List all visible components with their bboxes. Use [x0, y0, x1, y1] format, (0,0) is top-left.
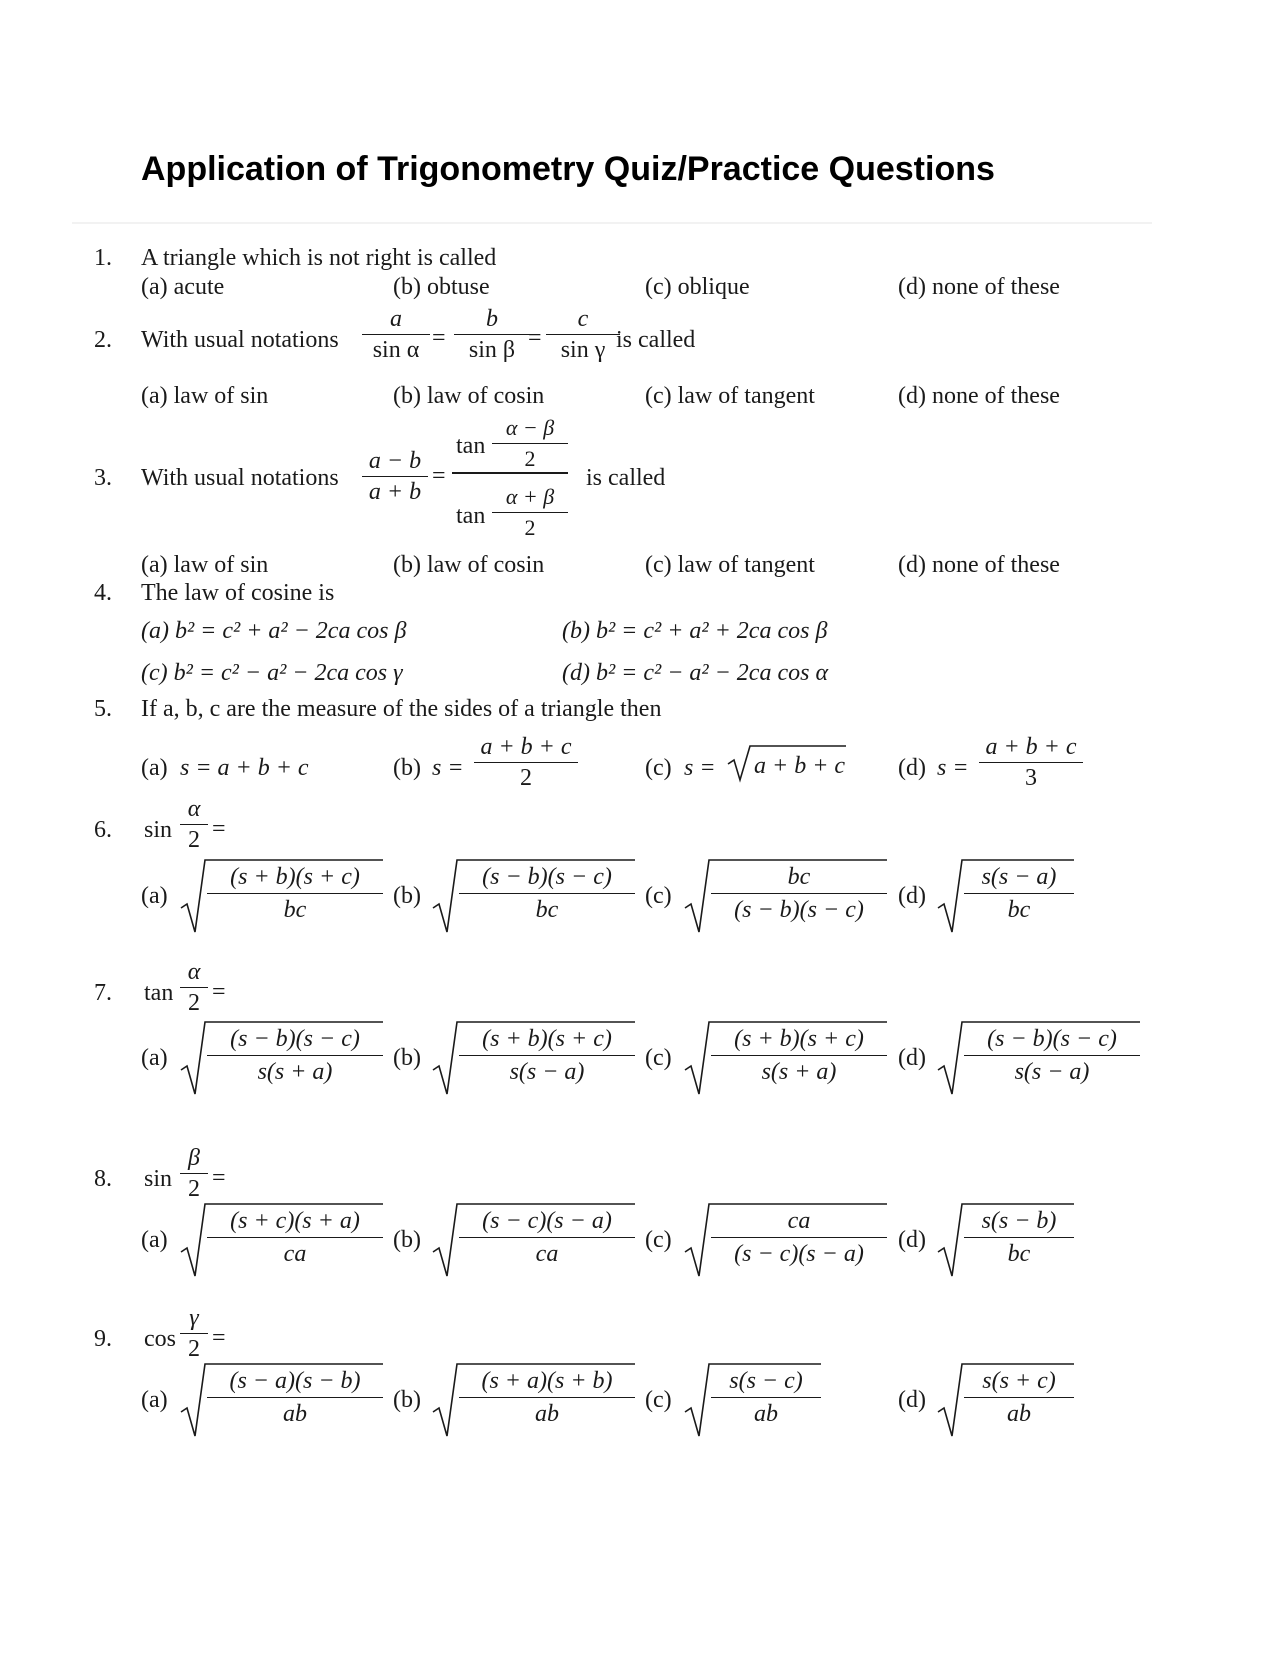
- q2-option-c: (c) law of tangent: [645, 383, 815, 409]
- question-7-number: 7.: [94, 980, 112, 1006]
- q8-option-c-label: (c): [645, 1227, 672, 1253]
- question-1-number: 1.: [94, 245, 112, 271]
- q5-option-d-lhs: s =: [937, 755, 969, 781]
- q7-option-a-label: (a): [141, 1045, 168, 1071]
- q5-option-b-label: (b): [393, 755, 421, 781]
- q2-option-d: (d) none of these: [898, 383, 1060, 409]
- equals-sign: =: [212, 1325, 226, 1351]
- question-5-number: 5.: [94, 696, 112, 722]
- q9-option-b-radical: (s + a)(s + b) ab: [431, 1360, 635, 1438]
- q8-option-c-radical: ca (s − c)(s − a): [683, 1200, 887, 1278]
- q9-option-a-radical: (s − a)(s − b) ab: [179, 1360, 383, 1438]
- q9-option-c-label: (c): [645, 1387, 672, 1413]
- equals-sign: =: [432, 463, 446, 489]
- q7-option-a-radical: (s − b)(s − c) s(s + a): [179, 1018, 383, 1096]
- question-7-half-angle: $\frac{\alpha}{2}$: [180, 959, 208, 1016]
- question-3-number: 3.: [94, 465, 112, 491]
- q6-option-d-label: (d): [898, 883, 926, 909]
- title-divider: [72, 222, 1152, 224]
- question-3-stem: With usual notations: [141, 465, 339, 491]
- q1-option-c: (c) oblique: [645, 274, 750, 300]
- q5-option-d-label: (d): [898, 755, 926, 781]
- q3-option-d: (d) none of these: [898, 552, 1060, 578]
- question-4-number: 4.: [94, 580, 112, 606]
- q6-option-d-radical: s(s − a) bc: [936, 856, 1074, 934]
- q6-option-a-radical: (s + b)(s + c) bc: [179, 856, 383, 934]
- q6-option-c-radical: bc (s − b)(s − c): [683, 856, 887, 934]
- q5-option-d-fraction: $\frac{a + b + c}{3}$: [979, 734, 1083, 791]
- question-6-half-angle: $\frac{\alpha}{2}$: [180, 796, 208, 853]
- q3-left-fraction: $\frac{a - b}{a + b}$: [362, 448, 428, 505]
- q1-option-b: (b) obtuse: [393, 274, 490, 300]
- q6-option-a-label: (a): [141, 883, 168, 909]
- question-8-number: 8.: [94, 1166, 112, 1192]
- page-title: Application of Trigonometry Quiz/Practice Questions: [141, 150, 995, 188]
- q2-option-a: (a) law of sin: [141, 383, 269, 409]
- question-8-half-angle: $\frac{\beta}{2}$: [180, 1145, 208, 1202]
- q8-option-a-radical: (s + c)(s + a) ca: [179, 1200, 383, 1278]
- question-8-function: sin: [144, 1166, 173, 1192]
- q2-fraction-a: $\frac{a}{\text{sin α}}$: [362, 306, 430, 363]
- q1-option-a: (a) acute: [141, 274, 225, 300]
- q3-bottom-half-angle: $\frac{\alpha + \beta}{2}$: [492, 484, 568, 541]
- q6-option-b-label: (b): [393, 883, 421, 909]
- q1-option-d: (d) none of these: [898, 274, 1060, 300]
- question-9-function: cos: [144, 1326, 176, 1352]
- q3-top-half-angle: $\frac{\alpha - \beta}{2}$: [492, 415, 568, 472]
- q5-option-b-fraction: $\frac{a + b + c}{2}$: [474, 734, 578, 791]
- q3-option-b: (b) law of cosin: [393, 552, 545, 578]
- question-7-function: tan: [144, 980, 174, 1006]
- q3-tan-bottom: tan: [456, 503, 486, 529]
- q9-option-c-radical: s(s − c) ab: [683, 1360, 821, 1438]
- question-2-stem: With usual notations: [141, 327, 339, 353]
- question-6-number: 6.: [94, 817, 112, 843]
- q8-option-a-label: (a): [141, 1227, 168, 1253]
- q5-option-a-expr: s = a + b + c: [180, 755, 309, 781]
- equals-sign: =: [212, 816, 226, 842]
- q9-option-b-label: (b): [393, 1387, 421, 1413]
- q7-option-d-radical: (s − b)(s − c) s(s − a): [936, 1018, 1140, 1096]
- q5-option-a-label: (a): [141, 755, 168, 781]
- question-2-number: 2.: [94, 327, 112, 353]
- q9-option-d-label: (d): [898, 1387, 926, 1413]
- q8-option-d-radical: s(s − b) bc: [936, 1200, 1074, 1278]
- q4-option-a: (a) b² = c² + a² − 2ca cos β: [141, 618, 407, 644]
- q3-main-fraction-bar: [452, 472, 568, 474]
- q5-option-c-radical: a + b + c: [726, 742, 846, 782]
- q8-option-d-label: (d): [898, 1227, 926, 1253]
- q3-option-c: (c) law of tangent: [645, 552, 815, 578]
- question-5-stem: If a, b, c are the measure of the sides of a triangle then: [141, 696, 662, 722]
- q7-option-c-label: (c): [645, 1045, 672, 1071]
- q4-option-c: (c) b² = c² − a² − 2ca cos γ: [141, 660, 403, 686]
- q7-option-b-label: (b): [393, 1045, 421, 1071]
- q7-option-b-radical: (s + b)(s + c) s(s − a): [431, 1018, 635, 1096]
- q8-option-b-label: (b): [393, 1227, 421, 1253]
- q5-option-b-lhs: s =: [432, 755, 464, 781]
- equals-sign: =: [528, 325, 542, 351]
- q2-fraction-b: $\frac{b}{\text{sin β}}$: [454, 306, 530, 363]
- q9-option-d-radical: s(s + c) ab: [936, 1360, 1074, 1438]
- q3-tan-top: tan: [456, 433, 486, 459]
- question-9-half-angle: $\frac{\gamma}{2}$: [180, 1305, 208, 1362]
- q3-suffix: is called: [586, 465, 666, 491]
- q2-suffix: is called: [616, 327, 696, 353]
- equals-sign: =: [212, 1165, 226, 1191]
- q8-option-b-radical: (s − c)(s − a) ca: [431, 1200, 635, 1278]
- q7-option-c-radical: (s + b)(s + c) s(s + a): [683, 1018, 887, 1096]
- question-9-number: 9.: [94, 1326, 112, 1352]
- q4-option-b: (b) b² = c² + a² + 2ca cos β: [562, 618, 828, 644]
- q6-option-b-radical: (s − b)(s − c) bc: [431, 856, 635, 934]
- q3-option-a: (a) law of sin: [141, 552, 269, 578]
- q2-option-b: (b) law of cosin: [393, 383, 545, 409]
- q4-option-d: (d) b² = c² − a² − 2ca cos α: [562, 660, 829, 686]
- q7-option-d-label: (d): [898, 1045, 926, 1071]
- equals-sign: =: [432, 325, 446, 351]
- question-4-stem: The law of cosine is: [141, 580, 335, 606]
- question-1-stem: A triangle which is not right is called: [141, 245, 497, 271]
- question-6-function: sin: [144, 817, 173, 843]
- q2-fraction-c: $\frac{c}{\text{sin γ}}$: [546, 306, 620, 363]
- q5-option-c-label: (c): [645, 755, 672, 781]
- equals-sign: =: [212, 979, 226, 1005]
- q9-option-a-label: (a): [141, 1387, 168, 1413]
- q6-option-c-label: (c): [645, 883, 672, 909]
- q5-option-c-lhs: s =: [684, 755, 716, 781]
